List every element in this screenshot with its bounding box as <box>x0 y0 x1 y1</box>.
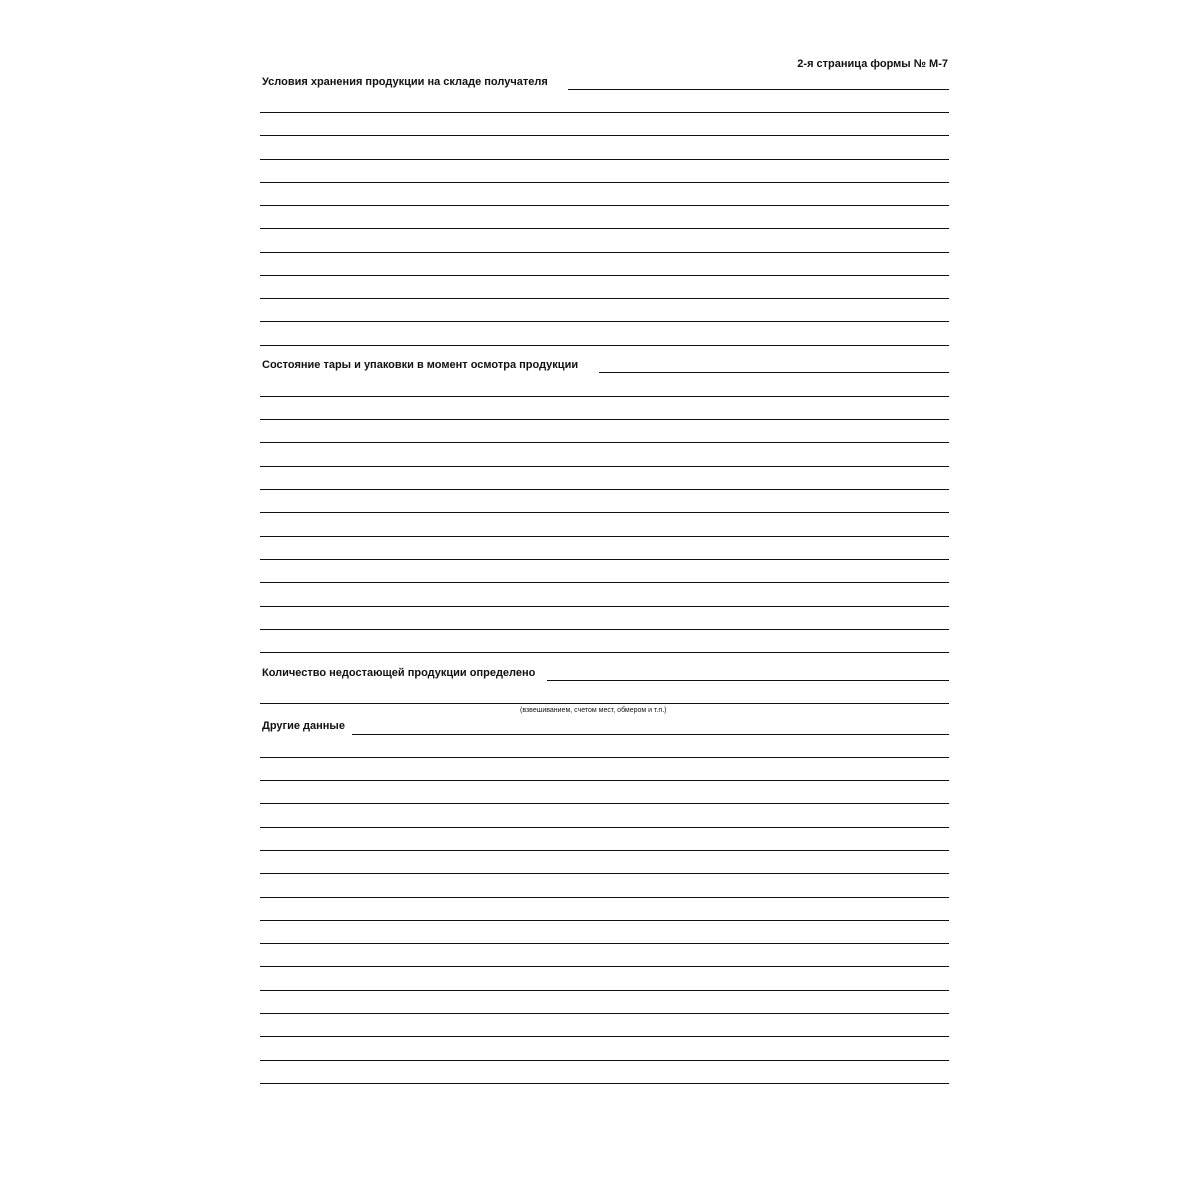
shortage-quantity-label: Количество недостающей продукции определено <box>262 667 536 679</box>
other-line-3[interactable] <box>260 803 949 804</box>
storage-line-1[interactable] <box>260 112 949 113</box>
storage-line-9[interactable] <box>260 298 949 299</box>
other-line-15[interactable] <box>260 1083 949 1084</box>
shortage-quantity-input-line[interactable] <box>547 680 949 681</box>
other-line-11[interactable] <box>260 990 949 991</box>
packaging-line-5[interactable] <box>260 489 949 490</box>
storage-line-4[interactable] <box>260 182 949 183</box>
storage-line-6[interactable] <box>260 228 949 229</box>
storage-line-7[interactable] <box>260 252 949 253</box>
packaging-line-7[interactable] <box>260 536 949 537</box>
storage-line-11[interactable] <box>260 345 949 346</box>
other-line-13[interactable] <box>260 1036 949 1037</box>
other-line-8[interactable] <box>260 920 949 921</box>
storage-conditions-label: Условия хранения продукции на складе получателя <box>262 76 548 88</box>
storage-line-2[interactable] <box>260 135 949 136</box>
form-page-label: 2-я страница формы № М-7 <box>797 58 948 70</box>
other-line-5[interactable] <box>260 850 949 851</box>
storage-line-3[interactable] <box>260 159 949 160</box>
other-line-2[interactable] <box>260 780 949 781</box>
packaging-line-6[interactable] <box>260 512 949 513</box>
packaging-line-10[interactable] <box>260 606 949 607</box>
other-line-6[interactable] <box>260 873 949 874</box>
packaging-line-3[interactable] <box>260 442 949 443</box>
other-line-9[interactable] <box>260 943 949 944</box>
other-line-1[interactable] <box>260 757 949 758</box>
other-data-input-line[interactable] <box>352 734 949 735</box>
packaging-line-2[interactable] <box>260 419 949 420</box>
packaging-line-1[interactable] <box>260 396 949 397</box>
storage-line-10[interactable] <box>260 321 949 322</box>
other-line-7[interactable] <box>260 897 949 898</box>
packaging-condition-input-line[interactable] <box>599 372 949 373</box>
storage-line-8[interactable] <box>260 275 949 276</box>
shortage-method-hint: (взвешиванием, счетом мест, обмером и т.п.) <box>520 707 667 714</box>
packaging-line-4[interactable] <box>260 466 949 467</box>
packaging-line-11[interactable] <box>260 629 949 630</box>
packaging-condition-label: Состояние тары и упаковки в момент осмотра продукции <box>262 359 579 371</box>
packaging-line-12[interactable] <box>260 652 949 653</box>
packaging-line-8[interactable] <box>260 559 949 560</box>
other-data-label: Другие данные <box>262 720 345 732</box>
other-line-14[interactable] <box>260 1060 949 1061</box>
other-line-10[interactable] <box>260 966 949 967</box>
shortage-quantity-line-2[interactable] <box>260 703 949 704</box>
other-line-4[interactable] <box>260 827 949 828</box>
packaging-line-9[interactable] <box>260 582 949 583</box>
other-line-12[interactable] <box>260 1013 949 1014</box>
storage-conditions-input-line[interactable] <box>568 89 949 90</box>
storage-line-5[interactable] <box>260 205 949 206</box>
